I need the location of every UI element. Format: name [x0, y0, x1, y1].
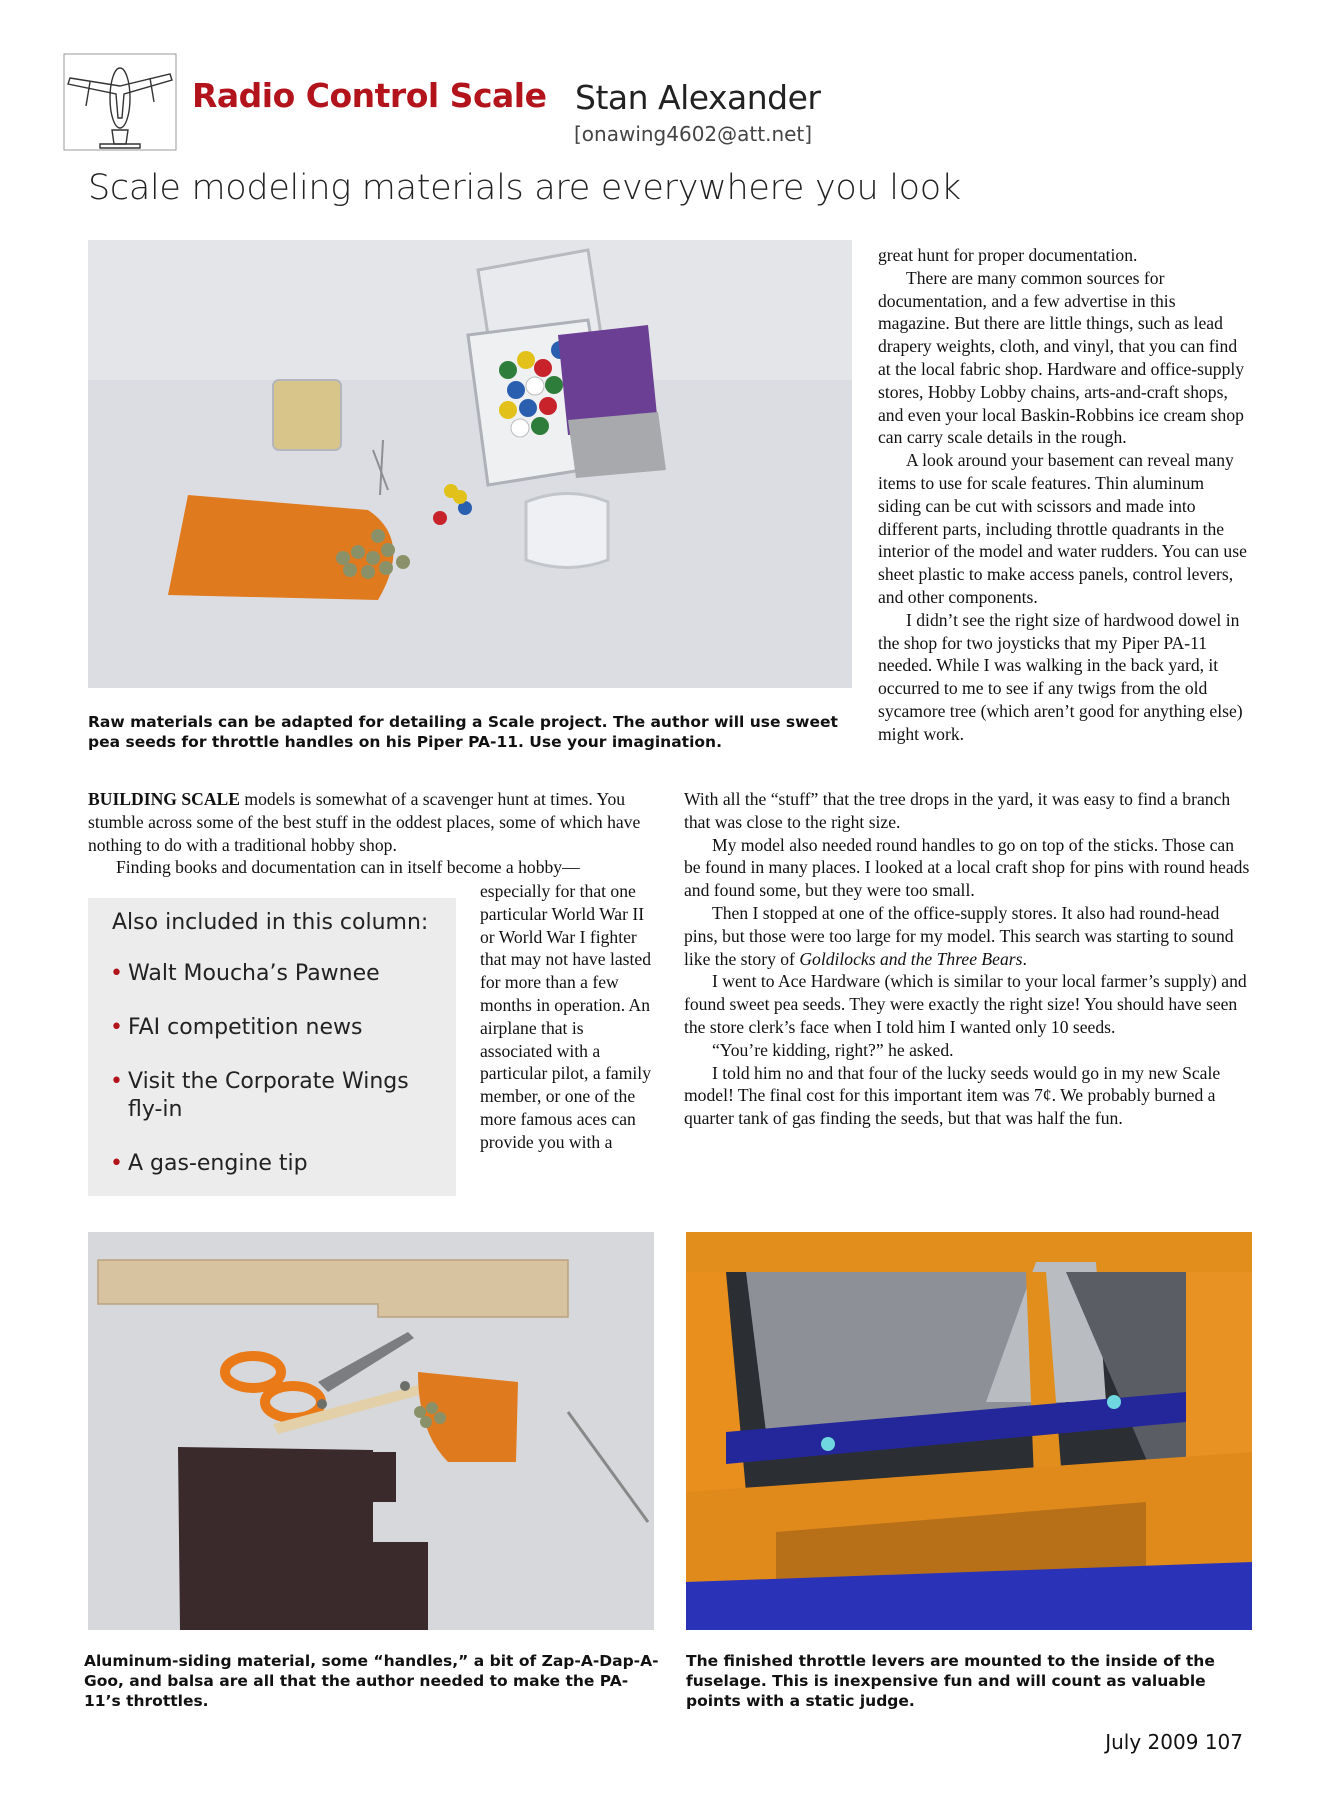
sidebar-item: • Walt Moucha’s Pawnee — [110, 961, 380, 986]
article-paragraph: especially for that one particular World War II or World War I fighter that may not have lasted for more than a few months in operation. An airplane that is associated with a particular pilot, a family member, or one of the more famous aces can provide you with a — [480, 881, 651, 1152]
caption-photo-1: Raw materials can be adapted for detailing a Scale project. The author will use sweet pea seeds for throttle handles on his Piper PA-11. Use your imagination. — [88, 713, 838, 751]
bullet-icon: • — [110, 961, 123, 986]
sidebar-item: • A gas-engine tip — [110, 1151, 308, 1176]
article-paragraph: I didn’t see the right size of hardwood dowel in the shop for two joysticks that my Piper PA-11 needed. While I was walking in the back yard, it occurred to me to see if any twigs from the old sycamore tree (which aren’t good for anything else) might work. — [878, 609, 1243, 744]
bullet-icon: • — [110, 1015, 123, 1040]
caption-photo-2: Aluminum-siding material, some “handles,” a bit of Zap-A-Dap-A-Goo, and balsa are all that the author needed to make the PA-11’s throttles. — [84, 1652, 659, 1710]
article-middle-column — [684, 788, 1250, 1130]
page-title: Scale modeling materials are everywhere you look — [88, 168, 961, 208]
author-name: Stan Alexander — [575, 78, 821, 117]
lead-in-caps: BUILDING SCALE — [88, 789, 241, 809]
sidebar-title: Also included in this column: — [112, 910, 429, 935]
page-folio: July 2009 107 — [1105, 1730, 1243, 1754]
bullet-icon: • — [110, 1151, 123, 1176]
biplane-logo-icon — [60, 48, 180, 158]
article-paragraph: Finding books and documentation can in itself become a hobby— — [116, 857, 580, 878]
article-paragraph: My model also needed round handles to go on top of the sticks. Those can be found in many places. I looked at a local craft shop for pins with round heads and found some, but they were too small. — [684, 834, 1250, 901]
sidebar-box — [88, 898, 456, 1196]
article-paragraph: A look around your basement can reveal many items to use for scale features. Thin aluminum siding can be cut with scissors and made into different parts, including throttle quadrants in the interior of the model and water rudders. You can use sheet plastic to make access panels, control levers, and other components. — [878, 450, 1247, 607]
author-email: [onawing4602@att.net] — [574, 122, 813, 146]
article-paragraph — [88, 788, 672, 856]
sidebar-item: • FAI competition news — [110, 1015, 363, 1040]
article-paragraph: Then I stopped at one of the office-supply stores. It also had round-head pins, but those were too large for my model. This search was starting to sound like the story of Goldilocks and the Three Bears. — [684, 902, 1234, 969]
photo-raw-materials — [88, 240, 852, 688]
sidebar-list — [110, 960, 440, 1204]
book-title: Goldilocks and the Three Bears — [799, 948, 1023, 969]
article-paragraph: great hunt for proper documentation. — [878, 245, 1138, 265]
caption-photo-3: The finished throttle levers are mounted to the inside of the fuselage. This is inexpensive fun and will count as valuable points with a static judge. — [686, 1652, 1215, 1710]
photo-throttle-materials — [88, 1232, 654, 1630]
column-title: Radio Control Scale — [192, 76, 547, 115]
article-right-column — [878, 244, 1248, 746]
bullet-icon: • — [110, 1069, 123, 1094]
article-paragraph: I went to Ace Hardware (which is similar to your local farmer’s supply) and found sweet pea seeds. They were exactly the right size! You should have seen the store clerk’s face when I told him I wanted only 10 seeds. — [684, 971, 1247, 1037]
article-narrow-column — [480, 880, 656, 1154]
sidebar-item: • Visit the Corporate Wings fly-in — [110, 1069, 409, 1122]
article-paragraph: “You’re kidding, right?” he asked. — [712, 1039, 954, 1060]
article-paragraph: I told him no and that four of the lucky seeds would go in my new Scale model! The final cost for this important item was 7¢. We probably burned a quarter tank of gas finding the seeds, but that was half the fun. — [684, 1062, 1221, 1129]
article-paragraph: There are many common sources for documentation, and a few advertise in this magazine. But there are little things, such as lead drapery weights, cloth, and vinyl, that you can find at the local fabric shop. Hardware and office-supply stores, Hobby Lobby chains, arts-and-craft shops, and even your local Baskin-Robbins ice cream shop can carry scale details in the rough. — [878, 267, 1245, 448]
article-left-column — [88, 788, 672, 879]
article-paragraph: With all the “stuff” that the tree drops in the yard, it was easy to find a branch that was close to the right size. — [684, 789, 1231, 832]
photo-finished-throttles — [686, 1232, 1252, 1630]
lead-in-text: models is somewhat of a scavenger hunt at times. You stumble across some of the best stuff in the oddest places, some of which have nothing to do with a traditional hobby shop. — [88, 789, 641, 855]
